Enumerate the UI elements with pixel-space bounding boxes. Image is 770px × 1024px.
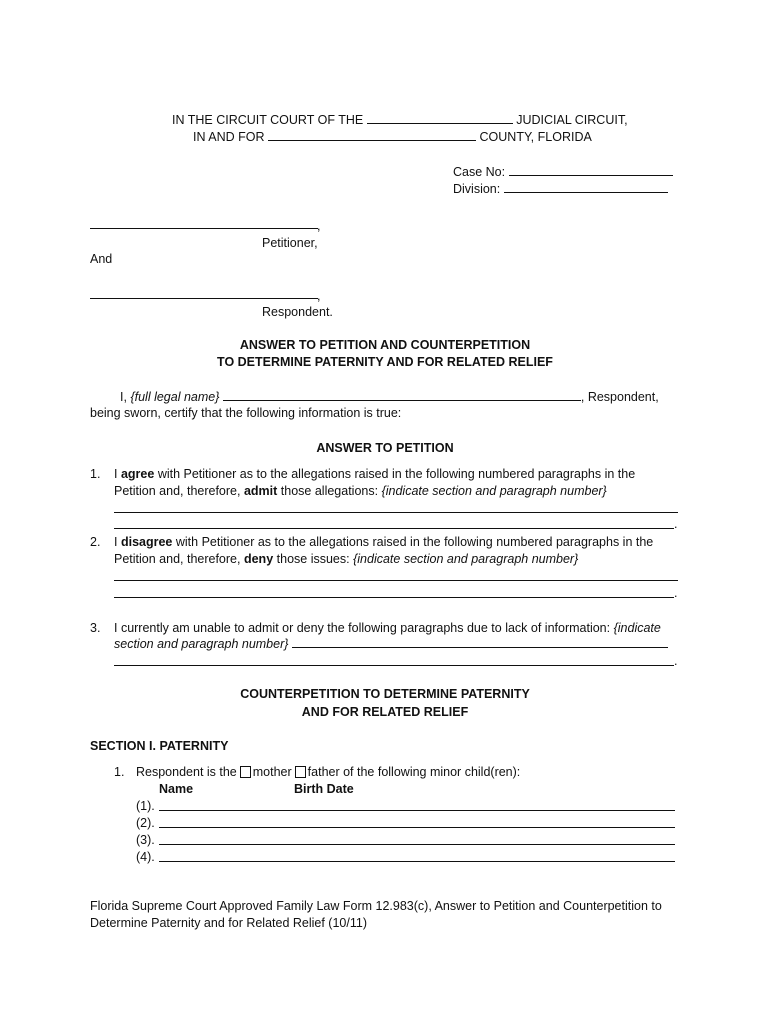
child-row-4-label: (4).: [136, 850, 155, 864]
county-blank[interactable]: [268, 129, 476, 141]
child-row-1-blank[interactable]: [159, 810, 675, 811]
answer-item1-line1: I agree with Petitioner as to the allegations raised in the following numbered paragraphs in the: [114, 467, 636, 481]
full-legal-name-blank[interactable]: [223, 389, 581, 401]
answer-item1-blank1[interactable]: [114, 512, 678, 513]
section-paternity-title: SECTION I. PATERNITY: [90, 739, 229, 753]
and-label: And: [90, 252, 113, 266]
answer-item2-blank1[interactable]: [114, 580, 678, 581]
answer-item3-number: 3.: [90, 621, 101, 635]
circuit-blank[interactable]: [367, 112, 513, 124]
father-checkbox[interactable]: [295, 766, 306, 778]
intro-line: I, {full legal name} , Respondent,: [120, 390, 659, 404]
form-footer-line2: Determine Paternity and for Related Relief (10/11): [90, 916, 367, 930]
petitioner-name-blank[interactable]: [90, 228, 318, 229]
child-row-3-label: (3).: [136, 833, 155, 847]
form-title-line1: ANSWER TO PETITION AND COUNTERPETITION: [239, 338, 531, 352]
petitioner-label: Petitioner,: [262, 236, 318, 250]
case-no-line: Case No:: [453, 164, 673, 180]
child-row-2-label: (2).: [136, 816, 155, 830]
case-no-blank[interactable]: [509, 164, 673, 176]
child-row-2-blank[interactable]: [159, 827, 675, 828]
division-line: Division:: [453, 181, 668, 197]
answer-item1-blank2[interactable]: [114, 528, 674, 529]
answer-item2-line1: I disagree with Petitioner as to the allegations raised in the following numbered paragraphs in the: [114, 535, 654, 549]
division-blank[interactable]: [504, 181, 668, 193]
child-row-4-blank[interactable]: [159, 861, 675, 862]
respondent-name-blank[interactable]: [90, 298, 318, 299]
children-name-header: Name: [159, 782, 194, 796]
answer-item1-line2: Petition and, therefore, admit those allegations: {indicate section and paragraph number}: [114, 484, 607, 498]
paternity-item1-number: 1.: [114, 765, 125, 779]
mother-checkbox[interactable]: [240, 766, 251, 778]
answer-item3-line1: I currently am unable to admit or deny the following paragraphs due to lack of information: {indicate: [114, 621, 661, 635]
answer-item3-blank1[interactable]: [292, 636, 668, 648]
sworn-statement: being sworn, certify that the following information is true:: [90, 406, 402, 420]
children-birthdate-header: Birth Date: [294, 782, 354, 796]
child-row-1-label: (1).: [136, 799, 155, 813]
answer-item3-blank2[interactable]: [114, 665, 674, 666]
counterpetition-heading1: COUNTERPETITION TO DETERMINE PATERNITY: [240, 687, 530, 701]
child-row-3-blank[interactable]: [159, 844, 675, 845]
court-circuit-line: IN THE CIRCUIT COURT OF THE JUDICIAL CIRCUIT,: [172, 113, 628, 127]
form-footer-line1: Florida Supreme Court Approved Family Law Form 12.983(c), Answer to Petition and Counterpetition to: [90, 899, 662, 913]
answer-heading: ANSWER TO PETITION: [316, 441, 454, 455]
paternity-item1-line: Respondent is the mother father of the following minor child(ren):: [136, 765, 521, 779]
answer-item2-number: 2.: [90, 535, 101, 549]
answer-item2-blank2[interactable]: [114, 597, 674, 598]
form-title-line2: TO DETERMINE PATERNITY AND FOR RELATED RELIEF: [217, 355, 553, 369]
counterpetition-heading2: AND FOR RELATED RELIEF: [301, 705, 469, 719]
answer-item3-line2: section and paragraph number}: [114, 636, 668, 652]
answer-item2-line2: Petition and, therefore, deny those issues: {indicate section and paragraph number}: [114, 552, 579, 566]
respondent-label: Respondent.: [262, 305, 333, 319]
court-county-line: IN AND FOR COUNTY, FLORIDA: [193, 130, 592, 144]
answer-item1-number: 1.: [90, 467, 101, 481]
